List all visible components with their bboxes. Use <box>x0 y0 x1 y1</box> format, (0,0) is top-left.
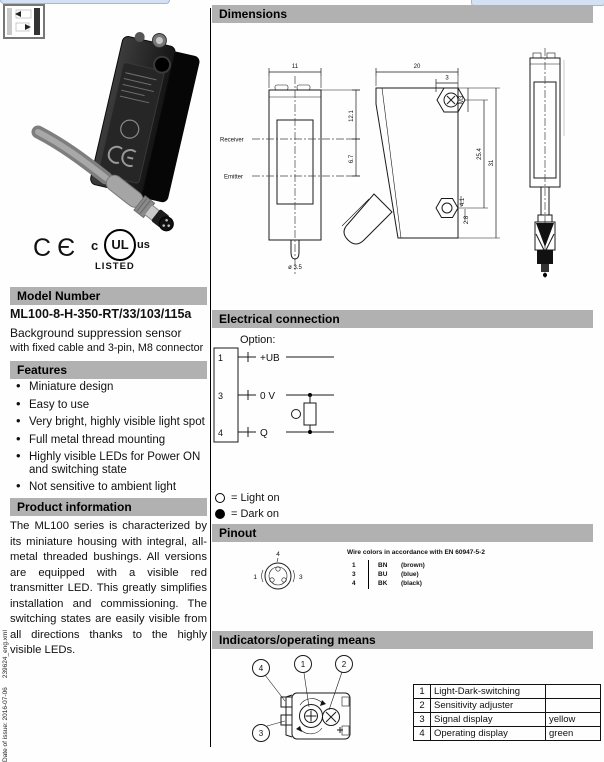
feature-item: • Miniature design <box>10 381 207 394</box>
legend-light-on-text: = Light on <box>231 492 280 504</box>
wire-colors-note: Wire colors in accordance with EN 60947-5-2 <box>347 549 485 556</box>
dim-offset-3: 3 <box>445 75 449 82</box>
dim-2-8: 2.8 <box>464 215 470 225</box>
feature-item: • Very bright, highly visible light spot <box>10 416 207 429</box>
wire-color-brown: (brown) <box>401 562 425 569</box>
dim-31: 31 <box>489 159 495 167</box>
indicator-color <box>546 699 601 713</box>
section-header-pinout: Pinout <box>212 524 593 542</box>
model-number: ML100-8-H-350-RT/33/103/115a <box>10 307 192 321</box>
section-header-dimensions: Dimensions <box>212 5 593 23</box>
indicator-desc: Light-Dark-switching <box>431 685 546 699</box>
callout-2: 2 <box>341 660 347 669</box>
ul-us: us <box>137 239 150 251</box>
indicator-color <box>546 685 601 699</box>
pin-number-3: 3 <box>218 391 224 401</box>
callout-4: 4 <box>258 664 264 673</box>
ul-c: c <box>91 238 99 253</box>
feature-item: • Highly visible LEDs for Power ON and switching state <box>10 451 207 476</box>
ul-listed-mark <box>88 229 154 277</box>
callout-3: 3 <box>258 729 264 738</box>
table-row <box>414 685 601 699</box>
table-row <box>414 713 601 727</box>
wire-table-divider <box>368 560 369 589</box>
indicator-num: 2 <box>414 699 431 713</box>
callout-1: 1 <box>300 660 306 669</box>
features-list <box>10 381 207 499</box>
indicator-num: 3 <box>414 713 431 727</box>
indicator-desc: Sensitivity adjuster <box>431 699 546 713</box>
dim-6-7: 6.7 <box>349 154 355 164</box>
feature-item: • Full metal thread mounting <box>10 434 207 447</box>
indicators-diagram <box>242 651 407 747</box>
pin-number-1: 1 <box>218 353 224 363</box>
wire-color-black: (black) <box>401 580 422 587</box>
ul-listed-label: LISTED <box>95 261 135 272</box>
ul-circle <box>104 229 136 261</box>
wire-pin-3: 3 <box>352 571 356 578</box>
section-header-indicators: Indicators/operating means <box>212 631 593 649</box>
pinout-connector-diagram <box>246 546 316 600</box>
table-row <box>414 727 601 741</box>
indicator-desc: Signal display <box>431 713 546 727</box>
section-header-product-information: Product information <box>10 498 207 516</box>
dim-cable-diameter: ø 3.5 <box>288 265 302 271</box>
dim-width-11: 11 <box>291 64 299 70</box>
connector-pin-3-label: 3 <box>299 574 303 581</box>
indicator-desc: Operating display <box>431 727 546 741</box>
feature-item: • Not sensitive to ambient light <box>10 481 207 494</box>
section-header-features: Features <box>10 361 207 379</box>
ce-letter-e: Є <box>57 234 82 262</box>
mounting-nut-bottom <box>436 199 458 218</box>
product-information-text: The ML100 series is characterized by its miniature housing with integral, all-metal threaded bushings. All versions are equipped with a visible red transmitter LED. This greatly simplifies installation and commissioning. The switching states are easily visible from all directions thanks to the highly visible LEDs. <box>10 520 207 656</box>
indicator-color: yellow <box>546 713 601 727</box>
cable-gland <box>344 194 392 244</box>
model-type: Background suppression sensor <box>10 326 182 340</box>
ul-letters: UL <box>111 237 129 252</box>
legend-dark-on-text: = Dark on <box>231 508 279 520</box>
pin-label-ub: +UB <box>260 353 280 364</box>
section-header-electrical-connection: Electrical connection <box>212 310 593 328</box>
dim-depth-20: 20 <box>413 64 421 70</box>
document-footer-vertical-text: Date of issue: 2016-07-06 239624_eng.xml <box>2 630 9 762</box>
dim-4-1: 4.1 <box>460 197 466 207</box>
product-photo <box>28 20 208 235</box>
wire-pin-4: 4 <box>352 580 356 587</box>
electrical-option-label: Option: <box>240 334 276 346</box>
wire-pin-1: 1 <box>352 562 356 569</box>
dimensions-drawing <box>212 26 604 302</box>
indicators-table <box>413 684 601 741</box>
dim-12-1: 12.1 <box>349 110 355 122</box>
ce-mark <box>33 234 81 263</box>
feature-item: • Easy to use <box>10 399 207 412</box>
column-divider <box>210 8 211 747</box>
dim-25-4: 25.4 <box>477 148 483 160</box>
dim-thread-m3: M3 <box>459 95 465 105</box>
label-receiver: Receiver <box>220 137 244 144</box>
section-header-model-number: Model Number <box>10 287 207 305</box>
model-variant: with fixed cable and 3-pin, M8 connector <box>10 342 204 354</box>
pin-number-4: 4 <box>218 428 224 438</box>
wire-color-blue: (blue) <box>401 571 419 578</box>
wire-code-bn: BN <box>378 562 388 569</box>
legend-dark-on <box>215 508 279 520</box>
indicator-color: green <box>546 727 601 741</box>
ce-letter-c: C <box>33 234 58 262</box>
indicator-num: 4 <box>414 727 431 741</box>
table-row <box>414 699 601 713</box>
pin-label-0v: 0 V <box>260 391 276 402</box>
label-emitter: Emitter <box>224 174 244 181</box>
light-on-symbol <box>215 493 225 503</box>
dark-on-symbol <box>215 509 225 519</box>
connector-pin-4-label: 4 <box>276 551 280 558</box>
pin-label-q: Q <box>260 428 268 439</box>
wire-code-bu: BU <box>378 571 388 578</box>
legend-light-on <box>215 492 280 504</box>
wire-code-bk: BK <box>378 580 388 587</box>
indicator-num: 1 <box>414 685 431 699</box>
connector-pin-1-label: 1 <box>253 574 257 581</box>
electrical-connection-diagram <box>212 332 604 448</box>
